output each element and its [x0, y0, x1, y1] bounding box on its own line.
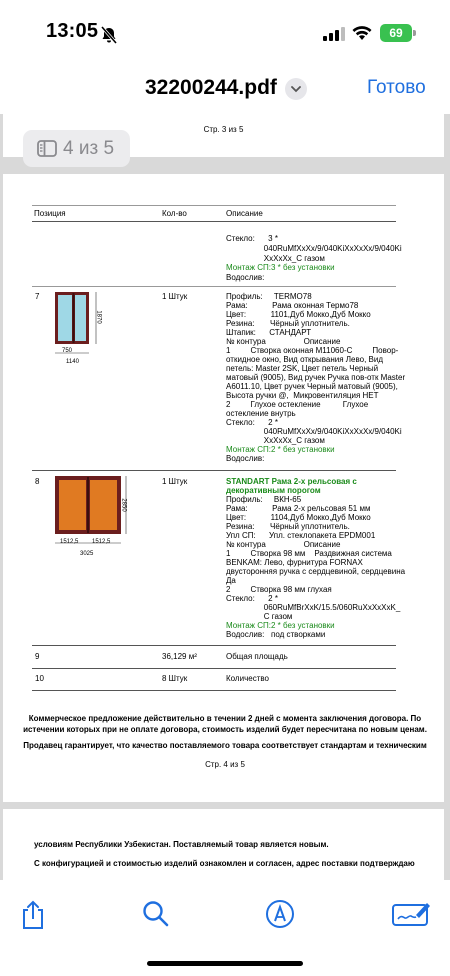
desc-line: А6011.10, Цвет ручек Черный матовый (9005), [226, 382, 398, 391]
wifi-icon [352, 25, 372, 40]
terms-note: истечении которых при не оплате договора, стоимость изделий будет пересчитана по новым ценам. [23, 725, 427, 734]
prev-glass-line: Стекло: 3 * [226, 234, 278, 243]
desc-line: Рама: Рама 2-х рельсовая 51 мм [226, 504, 371, 513]
desc-line: Стекло: 2 * [226, 594, 278, 603]
col-header-position: Позиция [34, 209, 66, 218]
window-drawing-7 [52, 290, 112, 390]
prev-mount: Монтаж СП:3 * без установки [226, 263, 335, 272]
item-8-drain: Водослив: под створками [226, 630, 326, 639]
desc-line: матовый (9005), Вид ручек Ручка пов-отк Master [226, 373, 406, 382]
desc-line: Профиль: TERMO78 [226, 292, 312, 301]
page-footer: Стр. 4 из 5 [205, 760, 245, 769]
bottom-toolbar [0, 880, 450, 976]
markup-icon[interactable] [265, 899, 295, 929]
item-7-mount: Монтаж СП:2 * без установки [226, 445, 335, 454]
page-footer: Стр. 3 из 5 [203, 125, 244, 134]
prev-glass-line: XxXxXx_С газом [226, 254, 325, 263]
desc-line: 060RuMfBrXxK/15.5/060RuXxXxXxK_ [226, 603, 401, 612]
bell-slash-icon [100, 26, 118, 44]
item-8-title: STANDART Рама 2-х рельсовая с [226, 477, 357, 486]
item-10-pos: 10 [35, 674, 44, 683]
item-8-title: декоративным порогом [226, 486, 321, 495]
battery-tip [413, 30, 416, 36]
desc-line: BENKAM: Лево, фурнитура FORNAX [226, 558, 363, 567]
desc-line: 2 Глухое остекление Глухое [226, 400, 369, 409]
item-7-pos: 7 [35, 292, 40, 301]
sidebar-icon [37, 140, 57, 157]
item-8-pos: 8 [35, 477, 40, 486]
status-bar [0, 0, 450, 64]
item-7-qty: 1 Штук [162, 292, 188, 301]
divider [32, 690, 396, 691]
share-icon[interactable] [20, 900, 46, 930]
col-header-qty: Кол-во [162, 209, 187, 218]
battery-indicator: 69 [380, 24, 412, 42]
desc-line: Профиль: ВКН-65 [226, 495, 302, 504]
item-10-desc: Количество [226, 674, 269, 683]
col-header-desc: Описание [226, 209, 263, 218]
desc-line: № контура Описание [226, 540, 341, 549]
desc-line: Резина: Чёрный уплотнитель. [226, 522, 350, 531]
divider [32, 205, 396, 206]
desc-line: С газом [226, 612, 293, 621]
title-menu-button[interactable] [285, 78, 307, 100]
desc-line: остекление внутрь [226, 409, 296, 418]
page-indicator[interactable] [23, 130, 130, 167]
item-7-width-1: 750 [62, 348, 73, 354]
clock: 13:05 [46, 20, 99, 42]
page-indicator-label: 4 из 5 [63, 137, 115, 159]
prev-glass-line: 040RuMfXxXx/9/040KiXxXxXx/9/040Ki [226, 244, 402, 253]
item-7-width: 1140 [66, 359, 79, 365]
desc-line: Да [226, 576, 236, 585]
divider [32, 286, 396, 287]
item-9-desc: Общая площадь [226, 652, 288, 661]
sign-icon[interactable] [392, 899, 430, 929]
item-10-qty: 8 Штук [162, 674, 188, 683]
desc-line: Резина: Чёрный уплотнитель. [226, 319, 350, 328]
item-8-width-2: 1512,5 [92, 539, 111, 545]
page-5-line: С конфигурацией и стоимостью изделий ознакомлен и согласен, адрес поставки подтверждаю [34, 859, 415, 868]
desc-line: 1 Створка 98 мм Раздвижная система [226, 549, 392, 558]
divider [32, 645, 396, 646]
desc-line: Высота ручки @, Микровентиляция НЕТ [226, 391, 379, 400]
page-5-line: условиям Республики Узбекистан. Поставляемый товар является новым. [34, 840, 329, 849]
desc-line: двусторонняя ручка с сердцевиной, сердцевина [226, 567, 406, 576]
desc-line: Стекло: 2 * [226, 418, 278, 427]
terms-note: Коммерческое предложение действительно в течении 2 дней с момента заключения договора. По [28, 714, 422, 723]
item-8-width-1: 1512,5 [60, 539, 79, 545]
desc-line: откидное окно, Вид открывания Лево, Вид [226, 355, 383, 364]
chevron-down-icon [291, 86, 301, 93]
desc-line: Цвет: 1104,Дуб Мокко,Дуб Мокко [226, 513, 371, 522]
divider [32, 221, 396, 222]
item-8-width: 3025 [80, 551, 94, 557]
desc-line: Цвет: 1101,Дуб Мокко,Дуб Мокко [226, 310, 371, 319]
signal-icon [323, 27, 345, 41]
desc-line: XxXxXx_С газом [226, 436, 325, 445]
desc-line: № контура Описание [226, 337, 341, 346]
search-icon[interactable] [142, 900, 170, 928]
item-8-mount: Монтаж СП:2 * без установки [226, 621, 335, 630]
divider [32, 470, 396, 471]
home-indicator [147, 961, 303, 966]
done-button[interactable]: Готово [367, 77, 426, 98]
prev-drain: Водослив: [226, 273, 265, 282]
item-8-qty: 1 Штук [162, 477, 188, 486]
document-title[interactable]: 32200244.pdf [145, 76, 277, 99]
desc-line: 2 Створка 98 мм глухая [226, 585, 332, 594]
desc-line: Рама: Рама оконная Термо78 [226, 301, 359, 310]
item-7-height: 1870 [95, 310, 102, 324]
item-9-pos: 9 [35, 652, 40, 661]
desc-line: 040RuMfXxXx/9/040KiXxXxXx/9/040Ki [226, 427, 402, 436]
item-7-drain: Водослив: [226, 454, 265, 463]
desc-line: петель: Master 2SK, Цвет петель Черный [226, 364, 379, 373]
desc-line: Упл СП: Упл. стеклопакета EPDM001 [226, 531, 376, 540]
item-8-height: 2850 [120, 498, 127, 512]
divider [32, 668, 396, 669]
item-9-qty: 36,129 м² [162, 652, 197, 661]
desc-line: 1 Створка оконная М11060-С Повор- [226, 346, 399, 355]
terms-note: Продавец гарантирует, что качество поставляемого товара соответствует стандартам и техническим [23, 741, 427, 750]
desc-line: Штапик: СТАНДАРТ [226, 328, 312, 337]
